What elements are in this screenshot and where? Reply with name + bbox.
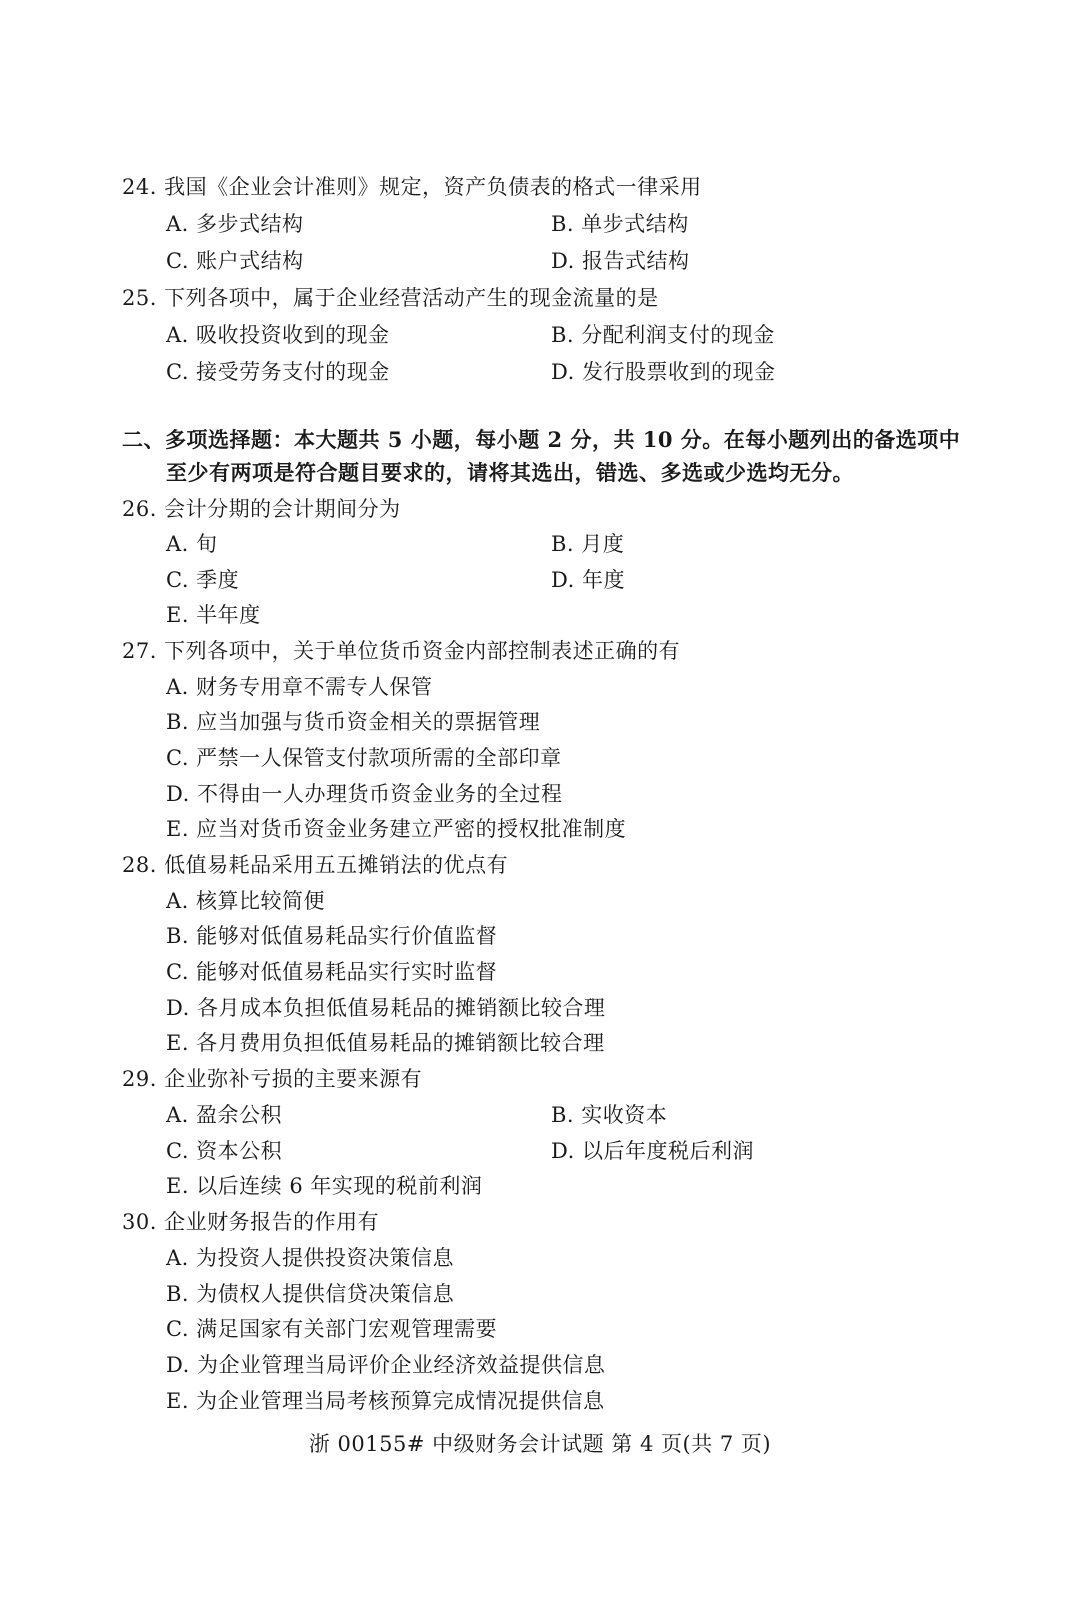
question-26-option-c: C. 季度: [166, 568, 240, 592]
question-30-option-d: D. 为企业管理当局评价企业经济效益提供信息: [166, 1353, 606, 1377]
question-27-stem: 27. 下列各项中，关于单位货币资金内部控制表述正确的有: [122, 639, 681, 663]
question-27-option-c: C. 严禁一人保管支付款项所需的全部印章: [166, 746, 562, 770]
section-2-heading-line1: 二、多项选择题：本大题共 5 小题，每小题 2 分，共 10 分。在每小题列出的备选项中: [122, 427, 961, 452]
question-24-option-b: B. 单步式结构: [551, 212, 689, 236]
question-27-option-a: A. 财务专用章不需专人保管: [166, 675, 433, 699]
question-29-option-c: C. 资本公积: [166, 1139, 283, 1163]
question-29-option-d: D. 以后年度税后利润: [551, 1139, 754, 1163]
question-25-option-b: B. 分配利润支付的现金: [551, 323, 775, 347]
question-27-option-b: B. 应当加强与货币资金相关的票据管理: [166, 710, 541, 734]
question-26-option-b: B. 月度: [551, 532, 625, 556]
question-25-stem: 25. 下列各项中，属于企业经营活动产生的现金流量的是: [122, 286, 659, 310]
question-30-option-e: E. 为企业管理当局考核预算完成情况提供信息: [166, 1389, 605, 1413]
question-29-option-b: B. 实收资本: [551, 1103, 668, 1127]
question-30-option-c: C. 满足国家有关部门宏观管理需要: [166, 1317, 498, 1341]
question-28-option-e: E. 各月费用负担低值易耗品的摊销额比较合理: [166, 1031, 605, 1055]
question-30-option-a: A. 为投资人提供投资决策信息: [166, 1246, 455, 1270]
question-29-stem: 29. 企业弥补亏损的主要来源有: [122, 1067, 423, 1091]
question-24-option-c: C. 账户式结构: [166, 249, 304, 273]
question-30-option-b: B. 为债权人提供信贷决策信息: [166, 1282, 455, 1306]
question-26-option-a: A. 旬: [166, 532, 218, 556]
question-26-option-d: D. 年度: [551, 568, 625, 592]
question-24-option-d: D. 报告式结构: [551, 249, 690, 273]
question-25-option-c: C. 接受劳务支付的现金: [166, 360, 390, 384]
question-24-option-a: A. 多步式结构: [166, 212, 304, 236]
question-28-option-b: B. 能够对低值易耗品实行价值监督: [166, 924, 498, 948]
question-29-option-a: A. 盈余公积: [166, 1103, 283, 1127]
section-2-heading-line2: 至少有两项是符合题目要求的，请将其选出，错选、多选或少选均无分。: [166, 460, 854, 485]
question-28-option-a: A. 核算比较简便: [166, 889, 326, 913]
question-24-stem: 24. 我国《企业会计准则》规定，资产负债表的格式一律采用: [122, 175, 702, 199]
question-25-option-a: A. 吸收投资收到的现金: [166, 323, 390, 347]
question-28-stem: 28. 低值易耗品采用五五摊销法的优点有: [122, 853, 509, 877]
question-28-option-d: D. 各月成本负担低值易耗品的摊销额比较合理: [166, 996, 606, 1020]
question-27-option-d: D. 不得由一人办理货币资金业务的全过程: [166, 782, 563, 806]
question-26-option-e: E. 半年度: [166, 603, 261, 627]
question-30-stem: 30. 企业财务报告的作用有: [122, 1210, 380, 1234]
question-28-option-c: C. 能够对低值易耗品实行实时监督: [166, 960, 498, 984]
question-26-stem: 26. 会计分期的会计期间分为: [122, 497, 401, 521]
question-29-option-e: E. 以后连续 6 年实现的税前利润: [166, 1174, 483, 1198]
page-footer: 浙 00155# 中级财务会计试题 第 4 页(共 7 页): [308, 1432, 772, 1456]
question-25-option-d: D. 发行股票收到的现金: [551, 360, 776, 384]
question-27-option-e: E. 应当对货币资金业务建立严密的授权批准制度: [166, 817, 627, 841]
